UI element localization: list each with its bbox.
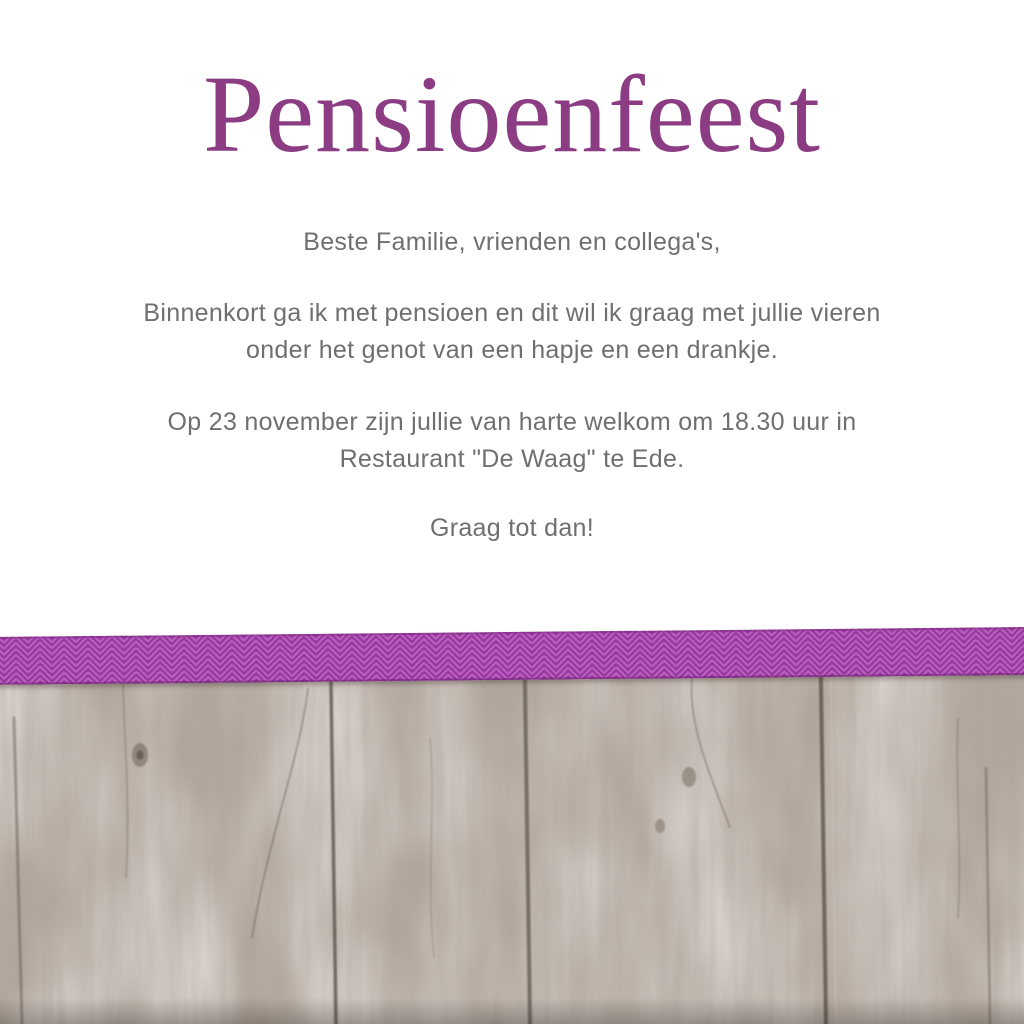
announcement-line-1: Binnenkort ga ik met pensioen en dit wil ik graag met jullie vieren xyxy=(143,299,881,327)
greeting-line: Beste Familie, vrienden en collega's, xyxy=(303,228,721,256)
card-title: Pensioenfeest xyxy=(203,53,821,175)
details-line-1: Op 23 november zijn jullie van harte welkom om 18.30 uur in xyxy=(167,408,857,436)
details-line-2: Restaurant "De Waag" te Ede. xyxy=(339,445,685,473)
ribbon-decoration xyxy=(0,627,1024,685)
announcement-line-2: onder het genot van een hapje en een drankje. xyxy=(246,336,778,364)
white-cover-strip xyxy=(0,556,1024,637)
closing-line: Graag tot dan! xyxy=(429,514,595,542)
